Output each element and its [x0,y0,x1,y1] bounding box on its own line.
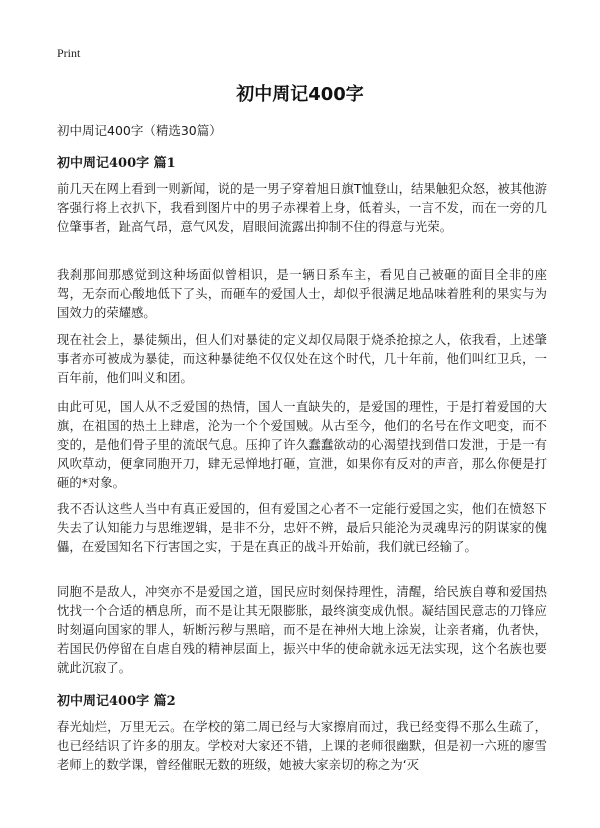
section-1-paragraph-4: 由此可见，国人从不乏爱国的热情，国人一直缺失的，是爱国的理性，于是打着爱国的大旗，在祖国的热土上肆虐，沦为一个个爱国贼。从古至今，他们的名号在作文吧变，而不变的，是他们骨子里的流氓气息。压抑了许久蠢蠢欲动的心渴望找到借口发泄，于是一有风吹草动，便拿同胞开刀，肆无忌惮地打砸，宣泄，如果你有反对的声音，那么你便是打砸的*对象。 [57,400,547,490]
section-heading-2: 初中周记400字 篇2 [57,694,176,709]
section-heading-1: 初中周记400字 篇1 [57,156,176,171]
page-title: 初中周记400字 [236,84,364,105]
print-link[interactable]: Print [57,46,81,60]
section-2-paragraph-1: 春光灿烂，万里无云。在学校的第二周已经与大家擦肩而过，我已经变得不那么生疏了，也已经结识了许多的朋友。学校对大家还不错，上课的老师很幽默，但是初一六班的廖雪老师上的数学课，曾经催眠无数的班级，她被大家亲切的称之为‘灭 [57,720,547,772]
section-1-paragraph-5: 我不否认这些人当中有真正爱国的，但有爱国之心者不一定能行爱国之实，他们在愤怒下失去了认知能力与思维逻辑，是非不分，忠奸不辨，最后只能沦为灵魂卑污的阴谋家的傀儡，在爱国知名下行害国之实，于是在真正的战斗开始前，我们就已经输了。 [57,502,547,554]
section-1-paragraph-6: 同胞不是敌人，冲突亦不是爱国之道，国民应时刻保持理性，清醒，给民族自尊和爱国热忱找一个合适的栖息所，而不是让其无限膨胀，最终演变成仇恨。凝结国民意志的刀锋应时刻逼向国家的罪人，斩断污秽与黑暗，而不是在神州大地上涂炭，让亲者痛，仇者快，若国民仍停留在自虐自残的精神层面上，振兴中华的使命就永远无法实现，这个名族也要就此沉寂了。 [57,585,547,675]
section-1-paragraph-3: 现在社会上，暴徒频出，但人们对暴徒的定义却仅局限于烧杀抢掠之人，依我看，上述肇事者亦可被成为暴徒，而这种暴徒绝不仅仅处在这个时代，几十年前，他们叫红卫兵，一百年前，他们叫义和团。 [57,333,547,385]
section-1-paragraph-2: 我刹那间那感觉到这种场面似曾相识，是一辆日系车主，看见自己被砸的面目全非的座驾，无奈而心酸地低下了头，而砸车的爱国人士，却似乎很满足地品味着胜利的果实与为国效力的荣耀感。 [57,268,547,320]
document-subtitle: 初中周记400字（精选30篇） [57,123,222,138]
section-1-paragraph-1: 前几天在网上看到一则新闻，说的是一男子穿着旭日旗T恤登山，结果触犯众怒，被其他游客强行将上衣扒下，我看到图片中的男子赤裸着上身，低着头，一言不发，而在一旁的几位肇事者，趾高气昂，意气风发，眉眼间流露出抑制不住的得意与光荣。 [57,182,547,234]
